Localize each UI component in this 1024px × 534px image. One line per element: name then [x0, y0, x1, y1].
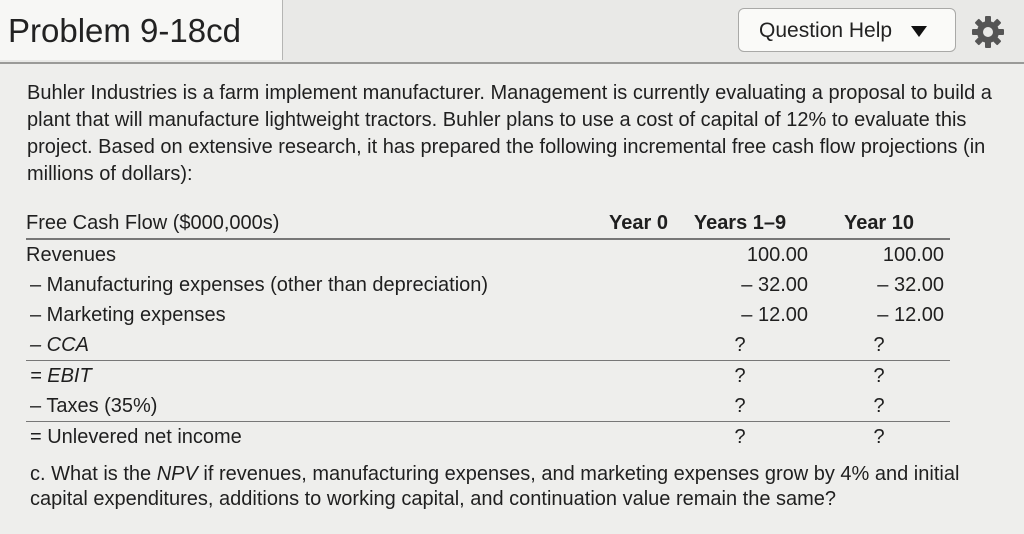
- table-row: [26, 422, 950, 453]
- question-prefix: c. What is the: [30, 463, 157, 485]
- cell-year-0: [555, 300, 672, 330]
- question-help-label: Question Help: [759, 19, 893, 42]
- table-row: [26, 330, 950, 361]
- cell-year-10[interactable]: ?: [814, 330, 950, 361]
- cell-year-0: [555, 361, 672, 392]
- question-npv-term: NPV: [156, 463, 198, 485]
- cell-year-0: [555, 422, 672, 453]
- cell-years-1-9[interactable]: ?: [672, 391, 814, 422]
- cell-year-10: 100.00: [882, 243, 944, 266]
- row-label: – Taxes (35%): [26, 391, 555, 422]
- question-help-button[interactable]: [738, 8, 956, 52]
- row-label: = EBIT: [30, 364, 92, 387]
- page-title: Problem 9-18cd: [8, 12, 241, 49]
- table-row: [26, 391, 950, 422]
- cell-year-10[interactable]: ?: [873, 364, 885, 387]
- cell-year-10[interactable]: ?: [814, 391, 950, 422]
- dropdown-triangle-icon: [911, 26, 927, 37]
- free-cash-flow-table: [26, 208, 950, 452]
- cell-year-0: [555, 270, 672, 300]
- row-label: – CCA: [26, 330, 555, 361]
- title-box: [0, 0, 283, 60]
- cell-years-1-9: 100.00: [746, 243, 808, 266]
- cell-year-0: [555, 391, 672, 422]
- cell-years-1-9: – 12.00: [741, 303, 808, 326]
- row-label: – Marketing expenses: [30, 303, 226, 326]
- header-year-0: Year 0: [555, 208, 672, 239]
- header-label: Free Cash Flow ($000,000s): [26, 208, 555, 239]
- problem-prompt: Buhler Industries is a farm implement manufacturer. Management is currently evaluating a proposal to build a plant that will manufacture lightweight tractors. Buhler plans to use a cost of capital of 12% to evaluate this project. Based on extensive research, it has prepared the following incremental free cash flow projections (in millions of dollars):: [27, 82, 992, 185]
- cell-year-0: [555, 330, 672, 361]
- cell-years-1-9[interactable]: ?: [734, 364, 746, 387]
- gear-icon[interactable]: [968, 12, 1008, 52]
- cell-year-10: – 32.00: [877, 273, 944, 296]
- header-year-10: Year 10: [814, 208, 950, 239]
- cell-years-1-9: – 32.00: [741, 273, 808, 296]
- table-header-row: [26, 208, 950, 239]
- question-c: [30, 462, 1020, 512]
- row-label: = Unlevered net income: [30, 425, 242, 448]
- problem-header: [0, 0, 1024, 64]
- cell-year-10: – 12.00: [877, 303, 944, 326]
- cell-years-1-9[interactable]: ?: [672, 330, 814, 361]
- table-row: [26, 270, 950, 300]
- question-suffix: if revenues, manufacturing expenses, and marketing expenses grow by 4% and initial capital expenditures, additions to working capital, and continuation value remain the same?: [30, 463, 960, 510]
- table-row: [26, 300, 950, 330]
- header-years-1-9: Years 1–9: [672, 208, 814, 239]
- row-label: Revenues: [26, 243, 117, 266]
- cell-year-10[interactable]: ?: [873, 425, 885, 448]
- cell-years-1-9[interactable]: ?: [734, 425, 746, 448]
- table-row: [26, 361, 950, 392]
- cell-year-0: [555, 239, 672, 270]
- row-label: – Manufacturing expenses (other than depreciation): [30, 273, 489, 296]
- table-row: [26, 239, 950, 270]
